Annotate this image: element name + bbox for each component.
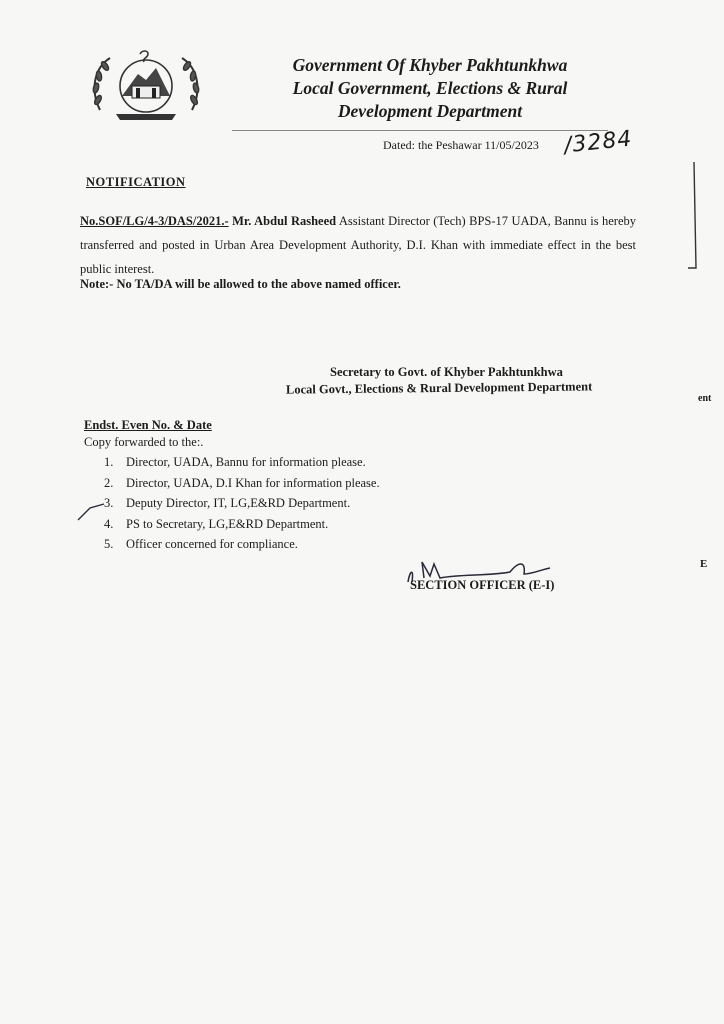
edge-text-cutoff: E: [700, 558, 708, 570]
list-item-number: 3.: [104, 496, 114, 510]
list-item-number: 5.: [104, 537, 114, 551]
letterhead-divider: [232, 130, 608, 131]
list-item-text: Deputy Director, IT, LG,E&RD Department.: [126, 496, 351, 510]
handwritten-dispatch-number: /3284: [562, 126, 634, 159]
distribution-list: [104, 455, 380, 558]
reference-number: No.SOF/LG/4-3/DAS/2021.-: [80, 214, 229, 228]
secretary-title-line-2: Local Govt., Elections & Rural Development Department: [285, 379, 593, 397]
notification-body: [80, 209, 636, 281]
list-item-text: Director, UADA, Bannu for information please.: [126, 455, 366, 469]
list-item-number: 2.: [104, 475, 114, 490]
dated-line: Dated: the Peshawar 11/05/2023: [383, 138, 539, 152]
secretary-title-line-1: Secretary to Govt. of Khyber Pakhtunkhwa: [330, 365, 563, 379]
list-item-number: 1.: [104, 455, 114, 469]
letterhead-line-3: Development Department: [337, 101, 523, 121]
list-item: [104, 517, 380, 538]
letterhead-line-1: Government Of Khyber Pakhtunkhwa: [292, 55, 568, 75]
ta-da-note: Note:- No TA/DA will be allowed to the above named officer.: [80, 277, 401, 291]
list-item: [104, 496, 380, 517]
edge-bracket-mark: [684, 160, 704, 270]
section-officer-designation: SECTION OFFICER (E-I): [410, 578, 555, 592]
list-item-number: 4.: [104, 516, 114, 531]
list-item: [104, 476, 380, 497]
list-item: [104, 455, 380, 476]
check-mark-stroke: [76, 500, 106, 524]
kp-government-emblem: [86, 50, 206, 126]
list-item-text: Officer concerned for compliance.: [126, 537, 298, 551]
list-item-text: Director, UADA, D.I Khan for information please.: [126, 475, 380, 490]
letterhead-line-2: Local Government, Elections & Rural: [292, 78, 568, 98]
department-letterhead: [240, 54, 620, 123]
list-item-text: PS to Secretary, LG,E&RD Department.: [126, 516, 329, 531]
endorsement-title: Endst. Even No. & Date: [84, 418, 212, 432]
officer-name: Mr. Abdul Rasheed: [232, 214, 337, 228]
notification-title: NOTIFICATION: [86, 175, 186, 189]
list-item: [104, 537, 380, 558]
notification-text: Assistant Director (Tech) BPS-17 UADA, Bannu is hereby transferred and posted in Urban Area Development Authority, D.I. Khan with immediate effect in the best public interest.: [80, 214, 637, 276]
edge-text-cutoff: ent: [698, 393, 712, 404]
copy-forwarded-label: Copy forwarded to the:.: [84, 435, 204, 449]
